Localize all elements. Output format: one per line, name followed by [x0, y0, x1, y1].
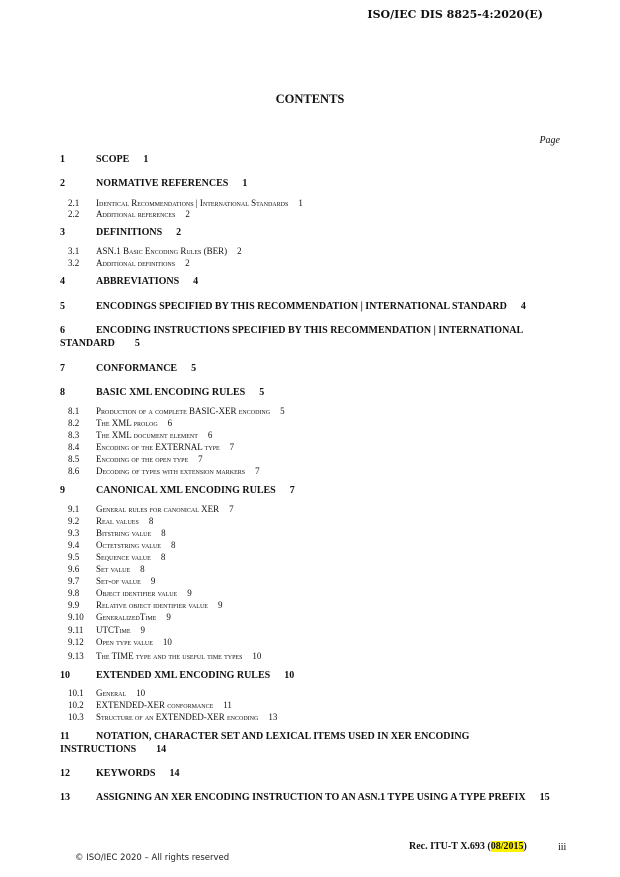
toc-page-number: 8 [140, 564, 145, 574]
toc-number: 9.2 [68, 516, 80, 526]
toc-page-number: 14 [156, 744, 167, 755]
toc-title [96, 700, 232, 710]
toc-page-number: 10 [252, 651, 262, 661]
toc-title [96, 712, 277, 722]
toc-page-number: 4 [193, 276, 199, 287]
footer-rec-date-highlighted: 08/2015 [490, 841, 524, 852]
page-number: iii [558, 842, 567, 853]
toc-number: 9.1 [68, 504, 80, 514]
toc-page-number: 7 [229, 442, 235, 452]
toc-title [96, 670, 294, 681]
toc-number: 2.2 [68, 209, 80, 219]
toc-number: 9.5 [68, 552, 80, 562]
toc-page-number: 5 [191, 363, 197, 374]
toc-page-number: 5 [134, 338, 140, 349]
toc-number: 9.10 [68, 612, 84, 622]
toc-title [96, 387, 264, 398]
toc-title-text: EXTENDED-XER conformance [96, 700, 214, 710]
toc-number: 9.8 [68, 588, 80, 598]
toc-title-text: The XML document element [96, 430, 198, 440]
toc-title-text: ASN.1 Basic Encoding Rules (BER) [96, 246, 228, 256]
toc-title-text: The XML prolog [96, 418, 158, 428]
toc-page-number: 2 [185, 209, 190, 219]
toc-title [96, 418, 172, 428]
toc-title-text: ENCODINGS SPECIFIED BY THIS RECOMMENDATION | INTERNATIONAL STANDARD [96, 301, 507, 312]
toc-title-text: Encoding of the EXTERNAL type [96, 442, 220, 452]
toc-title-text: CANONICAL XML ENCODING RULES [96, 485, 276, 496]
toc-title-text: NOTATION, CHARACTER SET AND LEXICAL ITEMS USED IN XER ENCODING [96, 731, 470, 742]
toc-number: 4 [60, 276, 65, 287]
toc-number: 8.3 [68, 430, 80, 440]
toc-page-number: 8 [161, 528, 166, 538]
toc-title-text: ABBREVIATIONS [96, 276, 180, 287]
toc-title-text: Set-of value [96, 576, 141, 586]
toc-title-text: Set value [96, 564, 131, 574]
footer-recommendation [409, 841, 527, 852]
toc-number: 9.4 [68, 540, 80, 550]
toc-entry-continuation [60, 338, 140, 349]
toc-entry-continuation [60, 744, 166, 755]
toc-title-text: GeneralizedTime [96, 612, 157, 622]
toc-title-text: KEYWORDS [96, 768, 156, 779]
toc-title-text: The TIME type and the useful time types [96, 651, 243, 661]
toc-number: 8.5 [68, 454, 80, 464]
toc-page-number: 13 [268, 712, 278, 722]
toc-title [96, 258, 190, 268]
toc-title-text: Decoding of types with extension markers [96, 466, 246, 476]
toc-title-text: Sequence value [96, 552, 151, 562]
toc-page-number: 1 [242, 178, 248, 189]
toc-title [96, 576, 155, 586]
toc-title [96, 564, 145, 574]
toc-title-continued: INSTRUCTIONS [60, 744, 137, 755]
toc-page-number: 10 [136, 688, 146, 698]
toc-number: 2 [60, 178, 65, 189]
toc-title [96, 454, 203, 464]
toc-page-number: 11 [223, 700, 232, 710]
toc-page-number: 2 [185, 258, 190, 268]
toc-title-text: ASSIGNING AN XER ENCODING INSTRUCTION TO AN ASN.1 TYPE USING A TYPE PREFIX [96, 792, 526, 803]
toc-title-text: Additional references [96, 209, 176, 219]
toc-page-number: 2 [237, 246, 242, 256]
toc-number: 9.13 [68, 651, 84, 661]
toc-title [96, 588, 192, 598]
toc-title-text: Object identifier value [96, 588, 178, 598]
toc-title [96, 227, 181, 238]
toc-page-number: 5 [259, 387, 265, 398]
toc-number: 2.1 [68, 198, 80, 208]
toc-title-text: Relative object identifier value [96, 600, 208, 610]
toc-page-number: 10 [284, 670, 295, 681]
toc-number: 8.4 [68, 442, 80, 452]
toc-page-number: 7 [198, 454, 203, 464]
toc-page-number: 1 [298, 198, 303, 208]
toc-page-number: 4 [520, 301, 526, 312]
toc-title-text: Identical Recommendations | International Standards [96, 198, 289, 208]
toc-number: 9.9 [68, 600, 80, 610]
toc-title [96, 731, 469, 742]
page-title: CONTENTS [275, 92, 345, 106]
toc-title-text: NORMATIVE REFERENCES [96, 178, 229, 189]
toc-title-text: Structure of an EXTENDED-XER encoding [96, 712, 259, 722]
toc-title [96, 625, 145, 635]
toc-title-text: General [96, 688, 127, 698]
toc-page-number: 7 [255, 466, 260, 476]
toc-number: 10.3 [68, 712, 84, 722]
toc-page-number: 14 [169, 768, 180, 779]
toc-page-number: 6 [207, 430, 213, 440]
toc-title-text: DEFINITIONS [96, 227, 163, 238]
toc-page-number: 8 [170, 540, 176, 550]
footer-rec-suffix: ) [523, 841, 527, 852]
toc-title [96, 466, 260, 476]
copyright-notice: © ISO/IEC 2020 – All rights reserved [75, 853, 230, 863]
toc-number: 8 [60, 387, 65, 398]
toc-page-number: 8 [160, 552, 166, 562]
toc-title-text: Additional definitions [96, 258, 176, 268]
toc-title [96, 504, 234, 514]
footer-rec-prefix: Rec. ITU-T X.693 ( [409, 841, 491, 852]
toc-number: 5 [60, 301, 65, 312]
toc-title-continued: STANDARD [60, 338, 115, 349]
toc-page-number: 2 [176, 227, 182, 238]
toc-title-text: Octetstring value [96, 540, 161, 550]
toc-page-number: 9 [187, 588, 192, 598]
document-id-header: ISO/IEC DIS 8825-4:2020(E) [367, 8, 543, 21]
toc-number: 11 [60, 731, 70, 742]
toc-page-number: 5 [280, 406, 285, 416]
toc-title-text: Encoding of the open type [96, 454, 189, 464]
toc-title [96, 651, 261, 661]
toc-title [96, 688, 145, 698]
toc-page-number: 8 [148, 516, 154, 526]
toc-page-number: 15 [539, 792, 550, 803]
toc-title [96, 528, 166, 538]
toc-title [96, 637, 172, 647]
toc-title [96, 246, 242, 256]
toc-page-number: 9 [217, 600, 223, 610]
toc-title [96, 540, 175, 550]
toc-title-text: Bitstring value [96, 528, 152, 538]
toc-number: 3 [60, 227, 65, 238]
toc-number: 6 [60, 325, 65, 336]
toc-page-number: 6 [167, 418, 173, 428]
toc-title-text: Production of a complete BASIC-XER encoding [96, 406, 271, 416]
toc-title-text: BASIC XML ENCODING RULES [96, 387, 246, 398]
toc-title-text: Real values [96, 516, 139, 526]
toc-title-text: ENCODING INSTRUCTIONS SPECIFIED BY THIS RECOMMENDATION | INTERNATIONAL [96, 325, 524, 336]
toc-title [96, 325, 523, 336]
toc-number: 10.2 [68, 700, 84, 710]
toc-number: 7 [60, 363, 65, 374]
toc-title-text: SCOPE [96, 154, 130, 165]
toc-page-number: 7 [289, 485, 295, 496]
toc-number: 3.2 [68, 258, 80, 268]
toc-title [96, 600, 222, 610]
toc-number: 8.2 [68, 418, 80, 428]
toc-title [96, 768, 179, 779]
toc-number: 13 [60, 792, 70, 803]
toc-title [96, 485, 295, 496]
toc-title [96, 198, 303, 208]
toc-title [96, 406, 285, 416]
page-column-label: Page [539, 135, 560, 146]
toc-title-text: CONFORMANCE [96, 363, 178, 374]
toc-number: 10 [60, 670, 70, 681]
toc-page-number: 1 [143, 154, 149, 165]
toc-title-text: General rules for canonical XER [96, 504, 220, 514]
toc-number: 12 [60, 768, 70, 779]
toc-title-text: Open type value [96, 637, 153, 647]
toc-title [96, 792, 550, 803]
toc-page-number: 10 [162, 637, 172, 647]
toc-number: 10.1 [68, 688, 84, 698]
toc-page-number: 9 [166, 612, 171, 622]
toc-title [96, 612, 171, 622]
toc-title [96, 178, 247, 189]
toc-title [96, 552, 165, 562]
toc-title [96, 301, 526, 312]
toc-page-number: 7 [229, 504, 234, 514]
toc-number: 8.1 [68, 406, 80, 416]
toc-number: 9.6 [68, 564, 80, 574]
toc-title [96, 209, 190, 219]
toc-number: 9.11 [68, 625, 84, 635]
toc-number: 1 [60, 154, 65, 165]
toc-number: 9.3 [68, 528, 80, 538]
toc-title [96, 430, 212, 440]
toc-title [96, 276, 198, 287]
toc-title [96, 442, 234, 452]
toc-number: 8.6 [68, 466, 80, 476]
toc-title-text: EXTENDED XML ENCODING RULES [96, 670, 271, 681]
toc-title [96, 516, 153, 526]
toc-title [96, 154, 148, 165]
toc-title [96, 363, 196, 374]
toc-title-text: UTCTime [96, 625, 131, 635]
toc-number: 3.1 [68, 246, 80, 256]
toc-number: 9.12 [68, 637, 84, 647]
toc-number: 9.7 [68, 576, 80, 586]
toc-page-number: 9 [140, 625, 145, 635]
toc-number: 9 [60, 485, 65, 496]
toc-page-number: 9 [150, 576, 156, 586]
